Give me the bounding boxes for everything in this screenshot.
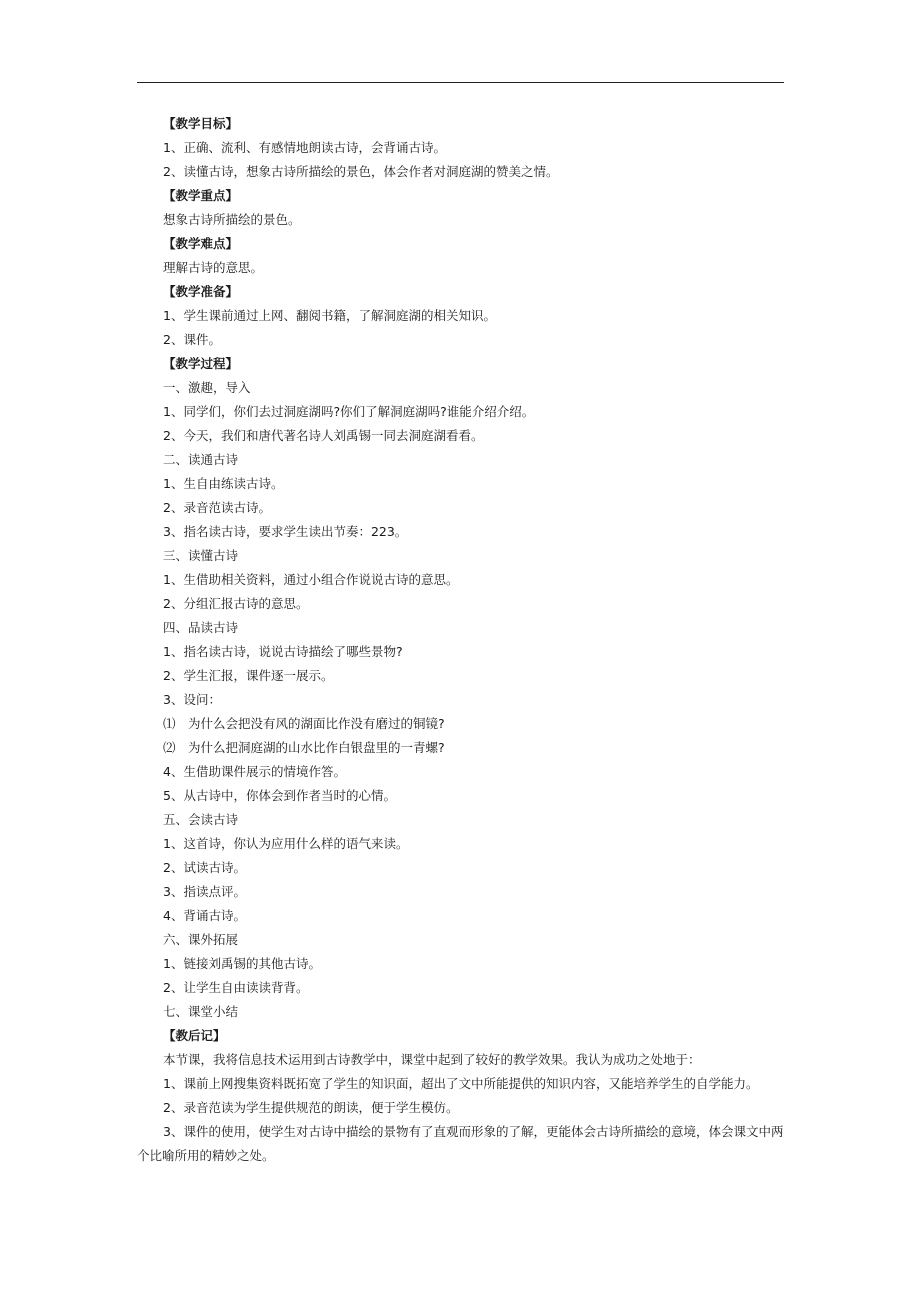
- paragraph: 本节课，我将信息技术运用到古诗教学中，课堂中起到了较好的教学效果。我认为成功之处地于：: [163, 1052, 701, 1067]
- paragraph: ⑴ 为什么会把没有风的湖面比作没有磨过的铜镜?: [163, 716, 445, 731]
- paragraph: 2、课件。: [163, 332, 221, 347]
- section-title: 四、品读古诗: [163, 620, 239, 635]
- paragraph: 5、从古诗中，你体会到作者当时的心情。: [163, 788, 396, 803]
- paragraph: 1、生自由练读古诗。: [163, 476, 284, 491]
- paragraph: 1、正确、流利、有感情地朗读古诗，会背诵古诗。: [163, 140, 446, 155]
- paragraph: 想象古诗所描绘的景色。: [163, 212, 301, 227]
- heading-difficulties: 【教学难点】: [163, 236, 239, 251]
- paragraph: 1、生借助相关资料，通过小组合作说说古诗的意思。: [163, 572, 459, 587]
- paragraph: 1、同学们，你们去过洞庭湖吗?你们了解洞庭湖吗?谁能介绍介绍。: [163, 404, 535, 419]
- section-title: 二、读通古诗: [163, 452, 239, 467]
- paragraph: 2、学生汇报，课件逐一展示。: [163, 668, 334, 683]
- paragraph: 1、指名读古诗，说说古诗描绘了哪些景物?: [163, 644, 403, 659]
- paragraph: 4、生借助课件展示的情境作答。: [163, 764, 346, 779]
- paragraph: 1、课前上网搜集资料既拓宽了学生的知识面，超出了文中所能提供的知识内容，又能培养学生的自学能力。: [163, 1076, 759, 1091]
- header-rule: [137, 82, 784, 83]
- paragraph: 2、读懂古诗，想象古诗所描绘的景色，体会作者对洞庭湖的赞美之情。: [163, 164, 559, 179]
- document-body: [137, 112, 784, 1168]
- heading-reflection: 【教后记】: [163, 1028, 226, 1043]
- section-title: 五、会读古诗: [163, 812, 239, 827]
- paragraph: 2、让学生自由读读背背。: [163, 980, 309, 995]
- paragraph: 2、录音范读为学生提供规范的朗读，便于学生模仿。: [163, 1100, 459, 1115]
- heading-preparation: 【教学准备】: [163, 284, 239, 299]
- paragraph: 2、试读古诗。: [163, 860, 246, 875]
- paragraph: 3、指名读古诗，要求学生读出节奏：223。: [163, 524, 408, 539]
- section-title: 六、课外拓展: [163, 932, 239, 947]
- paragraph-continuation: 个比喻所用的精妙之处。: [137, 1148, 275, 1163]
- section-title: 一、激趣，导入: [163, 380, 251, 395]
- paragraph: 3、指读点评。: [163, 884, 246, 899]
- paragraph: 3、设问：: [163, 692, 221, 707]
- paragraph: 1、这首诗，你认为应用什么样的语气来读。: [163, 836, 409, 851]
- paragraph: 4、背诵古诗。: [163, 908, 246, 923]
- section-title: 七、课堂小结: [163, 1004, 239, 1019]
- paragraph: 1、链接刘禹锡的其他古诗。: [163, 956, 321, 971]
- paragraph: 2、分组汇报古诗的意思。: [163, 596, 309, 611]
- heading-process: 【教学过程】: [163, 356, 239, 371]
- section-title: 三、读懂古诗: [163, 548, 239, 563]
- paragraph: 2、录音范读古诗。: [163, 500, 271, 515]
- paragraph: 理解古诗的意思。: [163, 260, 264, 275]
- paragraph: 2、今天，我们和唐代著名诗人刘禹锡一同去洞庭湖看看。: [163, 428, 484, 443]
- heading-key-points: 【教学重点】: [163, 188, 239, 203]
- paragraph: ⑵ 为什么把洞庭湖的山水比作白银盘里的一青螺?: [163, 740, 445, 755]
- paragraph: 3、课件的使用，使学生对古诗中描绘的景物有了直观而形象的了解，更能体会古诗所描绘的意境，体会课文中两: [163, 1124, 784, 1139]
- paragraph: 1、学生课前通过上网、翻阅书籍，了解洞庭湖的相关知识。: [163, 308, 496, 323]
- heading-teaching-goals: 【教学目标】: [163, 116, 239, 131]
